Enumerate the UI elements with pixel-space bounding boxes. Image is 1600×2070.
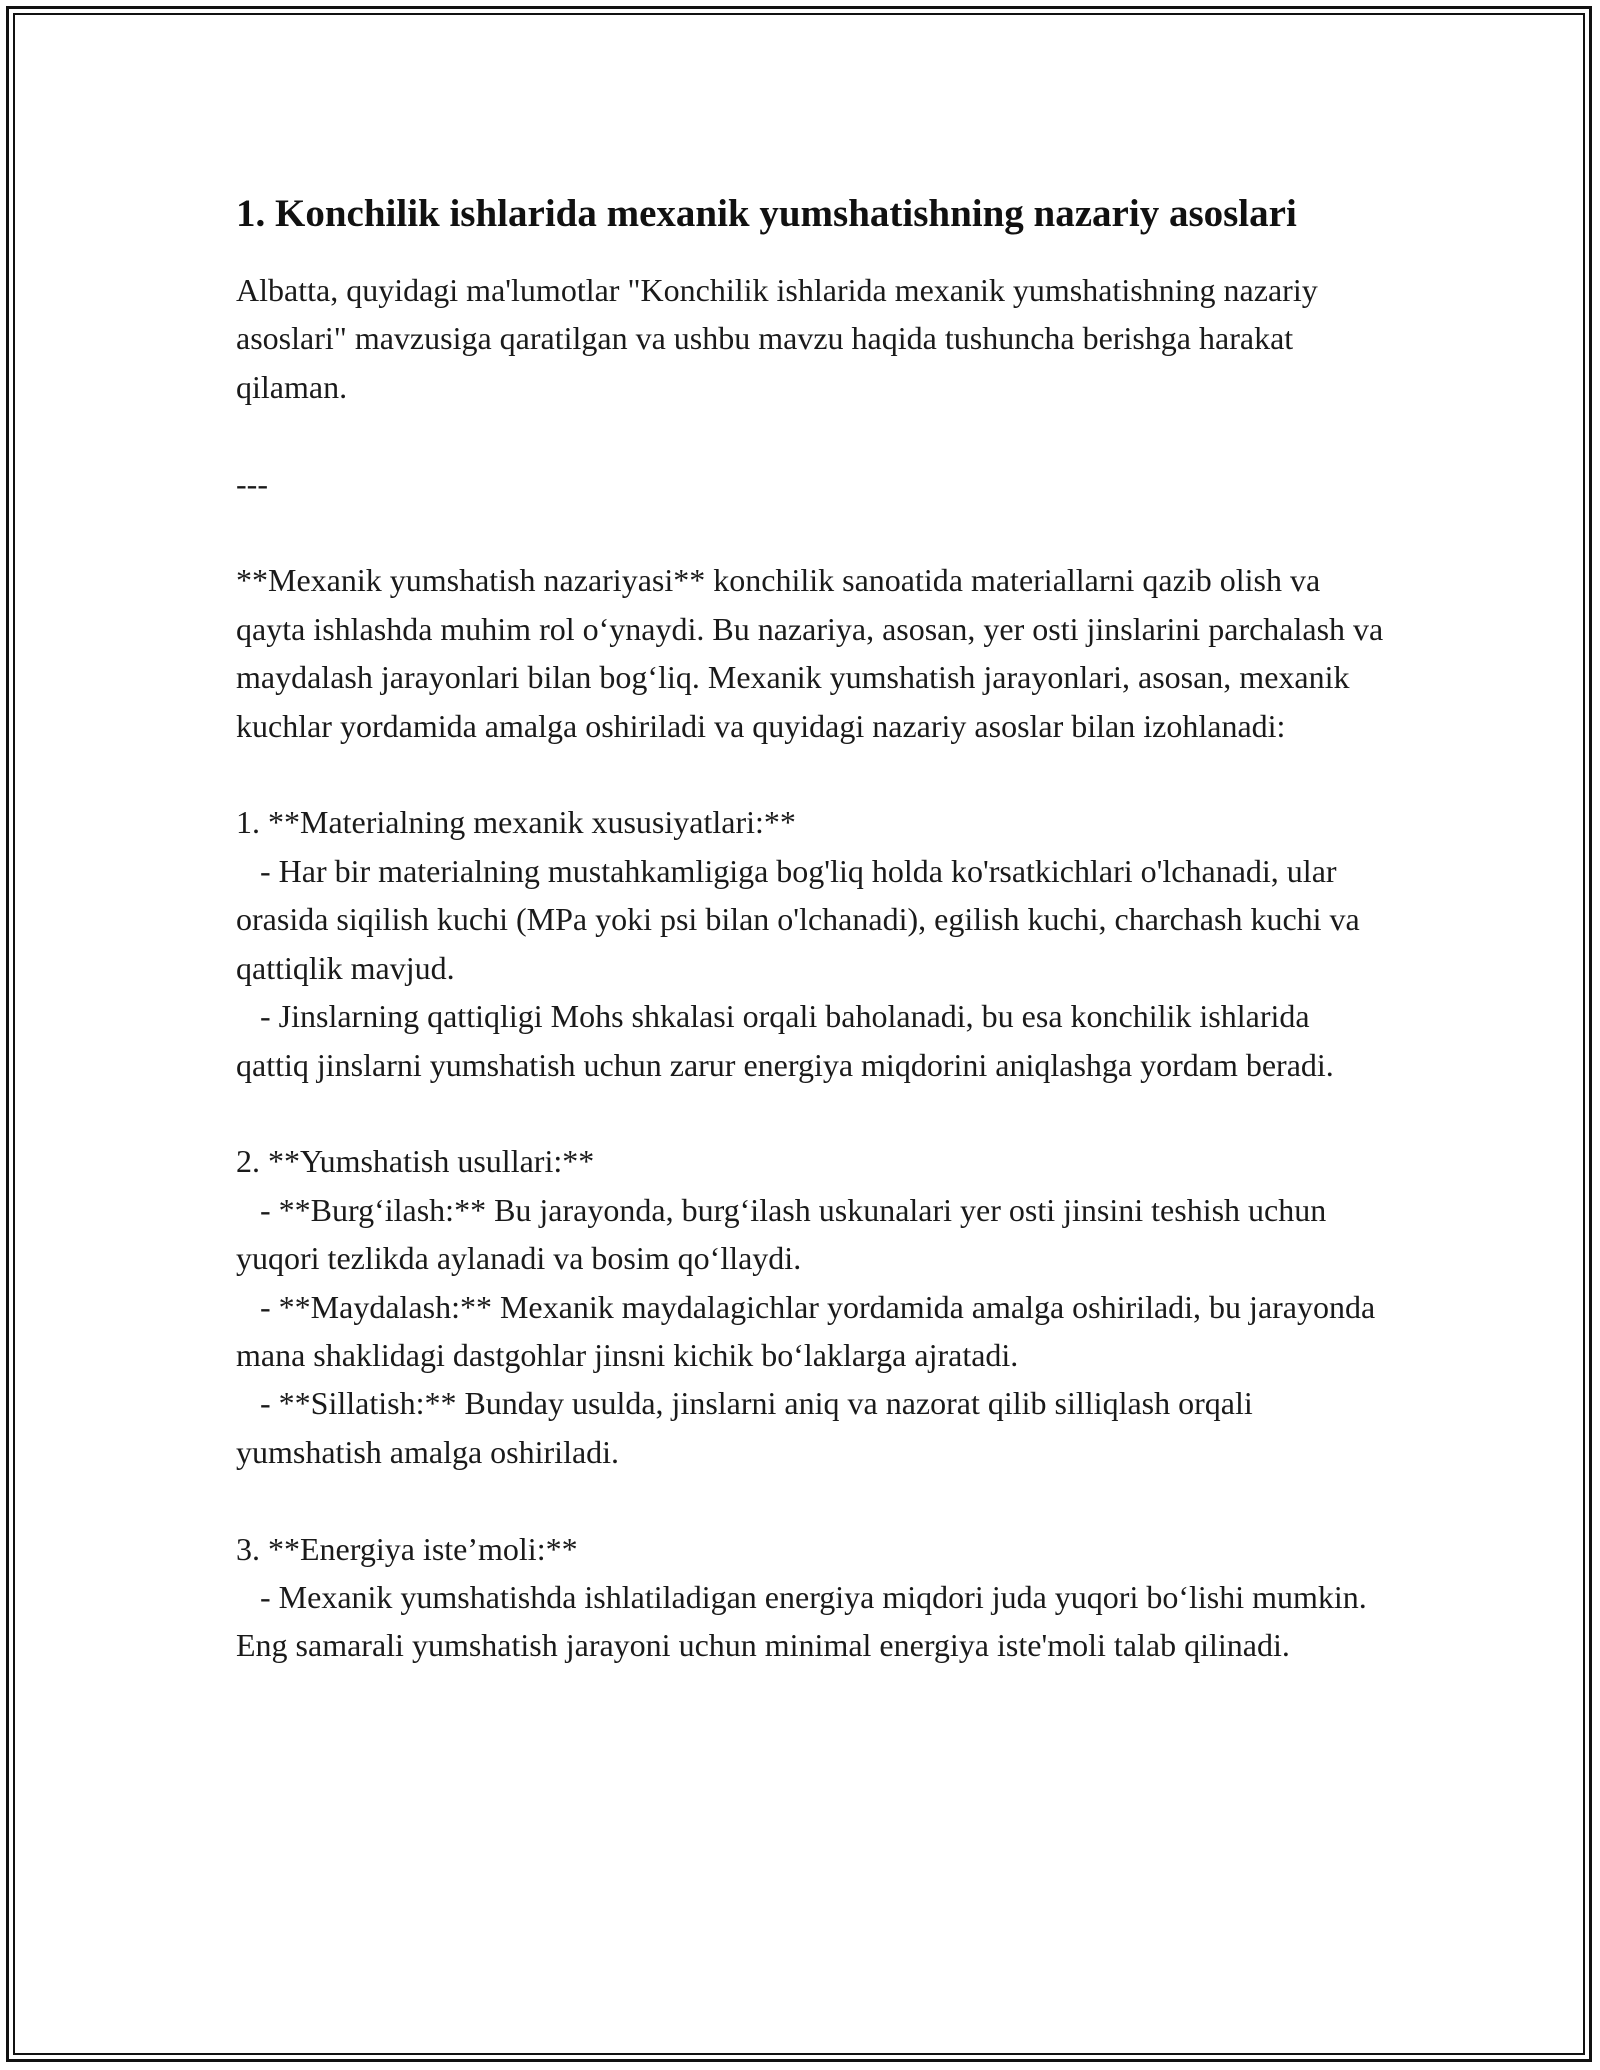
list-subitem: - Jinslarning qattiqligi Mohs shkalasi orqali baholanadi, bu esa konchilik ishlarida qattiq jinslarni yumshatish uchun zarur energiya miqdorini aniqlashga yordam beradi. xyxy=(236,998,1334,1083)
list-item-heading: 1. **Materialning mexanik xususiyatlari:** xyxy=(236,804,796,841)
separator-line: --- xyxy=(236,465,268,502)
list-subitem: - Har bir materialning mustahkamligiga bog'liq holda ko'rsatkichlari o'lchanadi, ular orasida siqilish kuchi (MPa yoki psi bilan o'lchanadi), egilish kuchi, charchash kuchi va qattiqlik mavjud. xyxy=(236,852,1368,986)
list-item-heading: 2. **Yumshatish usullari:** xyxy=(236,1143,595,1180)
blank-line xyxy=(236,750,1386,798)
list-subitem: - **Maydalash:** Mexanik maydalagichlar yordamida amalga oshiriladi, bu jarayonda mana shaklidagi dastgohlar jinsni kichik bo‘laklarga ajratadi. xyxy=(236,1288,1384,1373)
list-item-heading: 3. **Energiya iste’moli:** xyxy=(236,1530,578,1567)
list-subitem: - **Burg‘ilash:** Bu jarayonda, burg‘ilash uskunalari yer osti jinsini teshish uchun yuqori tezlikda aylanadi va bosim qo‘llaydi. xyxy=(236,1191,1335,1277)
theory-paragraph: **Mexanik yumshatish nazariyasi** konchilik sanoatida materiallarni qazib olish va qayta ishlashda muhim rol o‘ynaydi. Bu nazariya, asosan, yer osti jinslarini parchalash va maydalash jarayonlari bilan bog‘liq. Mexanik yumshatish jarayonlari, asosan, mexanik kuchlar yordamida amalga oshiriladi va quyidagi nazariy asoslar bilan izohlanadi: xyxy=(236,562,1392,744)
blank-line xyxy=(236,1476,1386,1524)
document-heading: 1. Konchilik ishlarida mexanik yumshatishning nazariy asoslari xyxy=(236,192,1297,235)
document-body xyxy=(236,266,1392,1670)
list-subitem: - Mexanik yumshatishda ishlatiladigan energiya miqdori juda yuqori bo‘lishi mumkin. Eng samarali yumshatish jarayoni uchun minimal energiya iste'moli talab qilinadi. xyxy=(236,1578,1375,1664)
blank-line xyxy=(236,411,1386,459)
list-subitem: - **Sillatish:** Bunday usulda, jinslarni aniq va nazorat qilib silliqlash orqali yumshatish amalga oshiriladi. xyxy=(236,1385,1261,1470)
document-page xyxy=(236,187,1392,1670)
blank-line xyxy=(236,508,1386,556)
intro-paragraph: Albatta, quyidagi ma'lumotlar "Konchilik ishlarida mexanik yumshatishning nazariy asoslari" mavzusiga qaratilgan va ushbu mavzu haqida tushuncha berishga harakat qilaman. xyxy=(236,272,1326,405)
blank-line xyxy=(236,1089,1386,1137)
